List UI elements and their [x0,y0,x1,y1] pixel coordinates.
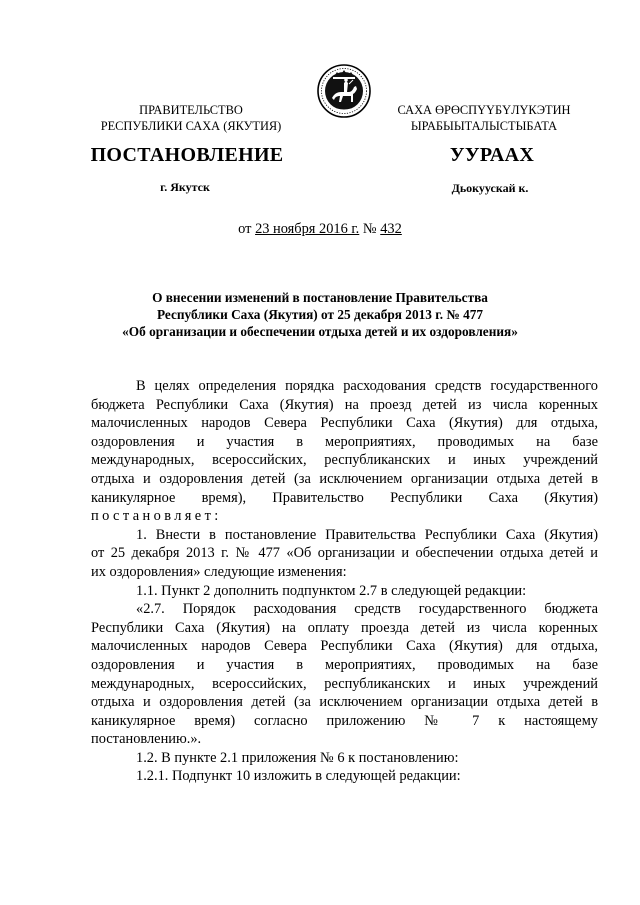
body-line: отдыха и оздоровления детей (за исключением организации отдыха детей в [91,694,598,711]
left-organization-name [66,102,316,134]
body-line: 1.2. В пункте 2.1 приложения № 6 к постановлению: [136,749,459,766]
body-line: оздоровления и участия в мероприятиях, проводимых на базе [91,433,598,450]
body-line: отдыха и оздоровления детей (за исключением организации отдыха детей в [91,470,598,487]
title-line: Республики Саха (Якутия) от 25 декабря 2013 г. № 477 [156,307,484,322]
left-org-line1: ПРАВИТЕЛЬСТВО [139,103,243,117]
body-line: международных, всероссийских, республиканских и иных учреждений [91,452,598,469]
body-line: каникулярное время) согласно приложению № 7 к настоящему [91,712,598,729]
body-line: их оздоровления» следующие изменения: [91,563,347,580]
body-line: В целях определения порядка расходования средств государственного [136,378,598,394]
body-line: каникулярное время), Правительство Республики Саха (Якутия) [91,489,598,506]
document-type-yakut: УУРААХ [449,144,535,166]
title-line: О внесении изменений в постановление Правительства [152,290,488,305]
body-line: оздоровления и участия в мероприятиях, проводимых на базе [91,656,598,673]
document-number: 432 [380,221,402,237]
number-sign: № [362,221,377,237]
city-russian: г. Якутск [160,180,210,194]
right-org-line2: ЫРАБЫЫТАЛЫСТЫБАТА [410,119,558,133]
body-line: малочисленных народов Севера Республики Саха (Якутия) для отдыха, [91,638,598,655]
resolves-word: постановляет: [91,508,222,525]
document-body [91,377,598,786]
body-line: от 25 декабря 2013 г. № 477 «Об организации и обеспечении отдыха детей и [91,545,598,562]
body-line: постановлению.». [91,731,202,748]
right-organization-name [360,102,608,134]
title-line: «Об организации и обеспечении отдыха детей и их оздоровления» [122,324,518,339]
left-org-line2: РЕСПУБЛИКИ САХА (ЯКУТИЯ) [100,119,282,133]
document-date-number [210,221,430,238]
body-line: 1.1. Пункт 2 дополнить подпунктом 2.7 в следующей редакции: [136,582,527,599]
right-org-line1: САХА ӨРӨСПҮҮБҮЛҮКЭТИН [397,103,571,117]
body-line: международных, всероссийских, республиканских и иных учреждений [91,675,598,692]
document-title [90,289,550,340]
document-type-russian: ПОСТАНОВЛЕНИЕ [90,144,284,166]
city-yakut: Дьокуускай к. [451,181,529,195]
date-prefix: от [238,221,252,237]
body-line: «2.7. Порядок расходования средств государственного бюджета [136,601,598,618]
document-date: 23 ноября 2016 г. [255,221,360,237]
body-line: Республики Саха (Якутия) на оплату проезда детей из числа коренных [91,619,598,636]
body-line: 1. Внести в постановление Правительства Республики Саха (Якутия) [136,526,598,543]
body-line: 1.2.1. Подпункт 10 изложить в следующей редакции: [136,768,461,785]
body-line: малочисленных народов Севера Республики Саха (Якутия) для отдыха, [91,415,598,432]
body-line: бюджета Республики Саха (Якутия) на проезд детей из числа коренных [91,396,598,413]
